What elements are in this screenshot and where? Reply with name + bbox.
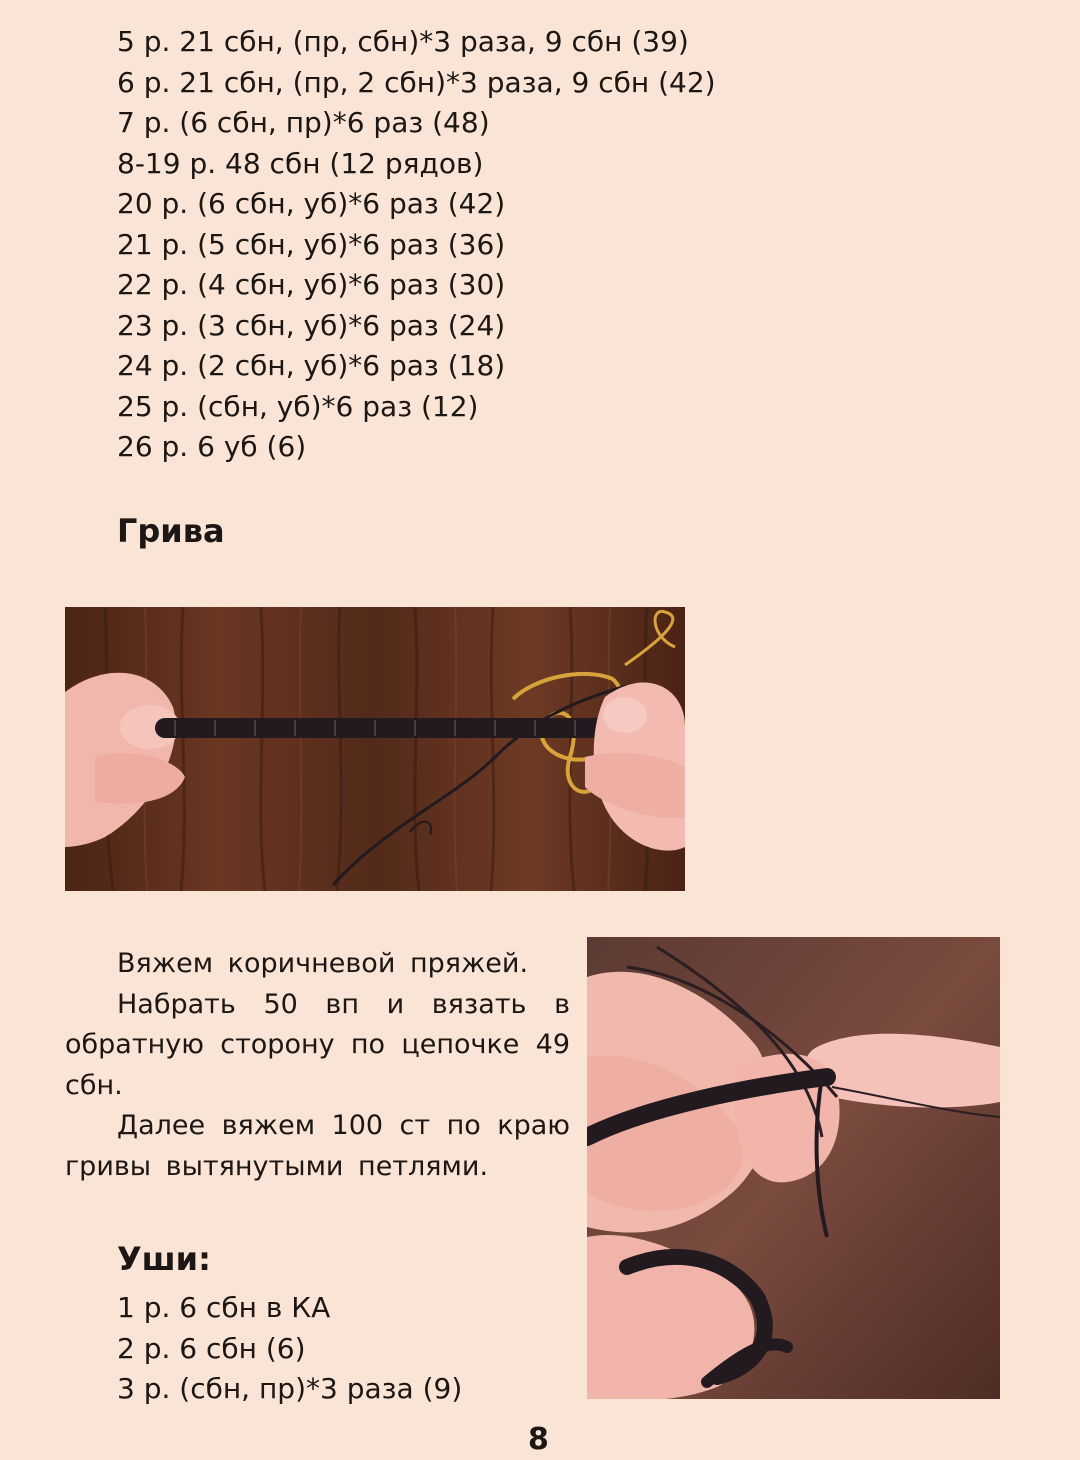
row-line: 25 р. (сбн, уб)*6 раз (12) bbox=[117, 389, 479, 423]
ears-rows-list bbox=[117, 1288, 462, 1410]
row-line: 20 р. (6 сбн, уб)*6 раз (42) bbox=[117, 187, 506, 220]
ears-row-line: 1 р. 6 сбн в КА bbox=[117, 1291, 331, 1324]
page-number: 8 bbox=[528, 1422, 549, 1457]
row-line: 26 р. 6 уб (6) bbox=[117, 430, 307, 463]
row-line: 23 р. (3 сбн, уб)*6 раз (24) bbox=[117, 308, 506, 342]
mane-paragraph: Набрать 50 вп и вязать в обратную сторону по цепочке 49 сбн. bbox=[65, 988, 570, 1101]
row-line: 22 р. (4 сбн, уб)*6 раз (30) bbox=[117, 268, 506, 301]
row-line: 21 р. (5 сбн, уб)*6 раз (36) bbox=[117, 227, 506, 261]
row-line: 6 р. 21 сбн, (пр, 2 сбн)*3 раза, 9 сбн (42) bbox=[117, 65, 716, 99]
mane-instructions bbox=[65, 944, 570, 1187]
row-line: 24 р. (2 сбн, уб)*6 раз (18) bbox=[117, 349, 506, 382]
mane-chain-photo bbox=[65, 607, 685, 891]
row-line: 8-19 р. 48 сбн (12 рядов) bbox=[117, 146, 484, 180]
row-line: 5 р. 21 сбн, (пр, сбн)*3 раза, 9 сбн (39) bbox=[117, 25, 689, 58]
ears-heading: Уши: bbox=[117, 1240, 211, 1278]
ears-row-line: 3 р. (сбн, пр)*3 раза (9) bbox=[117, 1372, 463, 1405]
row-line: 7 р. (6 сбн, пр)*6 раз (48) bbox=[117, 106, 490, 139]
mane-paragraph: Вяжем коричневой пряжей. bbox=[117, 948, 529, 979]
mane-loops-photo bbox=[587, 937, 1000, 1399]
ears-row-line: 2 р. 6 сбн (6) bbox=[117, 1331, 306, 1365]
mane-paragraph: Далее вяжем 100 ст по краю гривы вытянутыми петлями. bbox=[65, 1110, 570, 1182]
body-rows-list bbox=[117, 22, 716, 468]
mane-heading: Грива bbox=[117, 512, 225, 550]
